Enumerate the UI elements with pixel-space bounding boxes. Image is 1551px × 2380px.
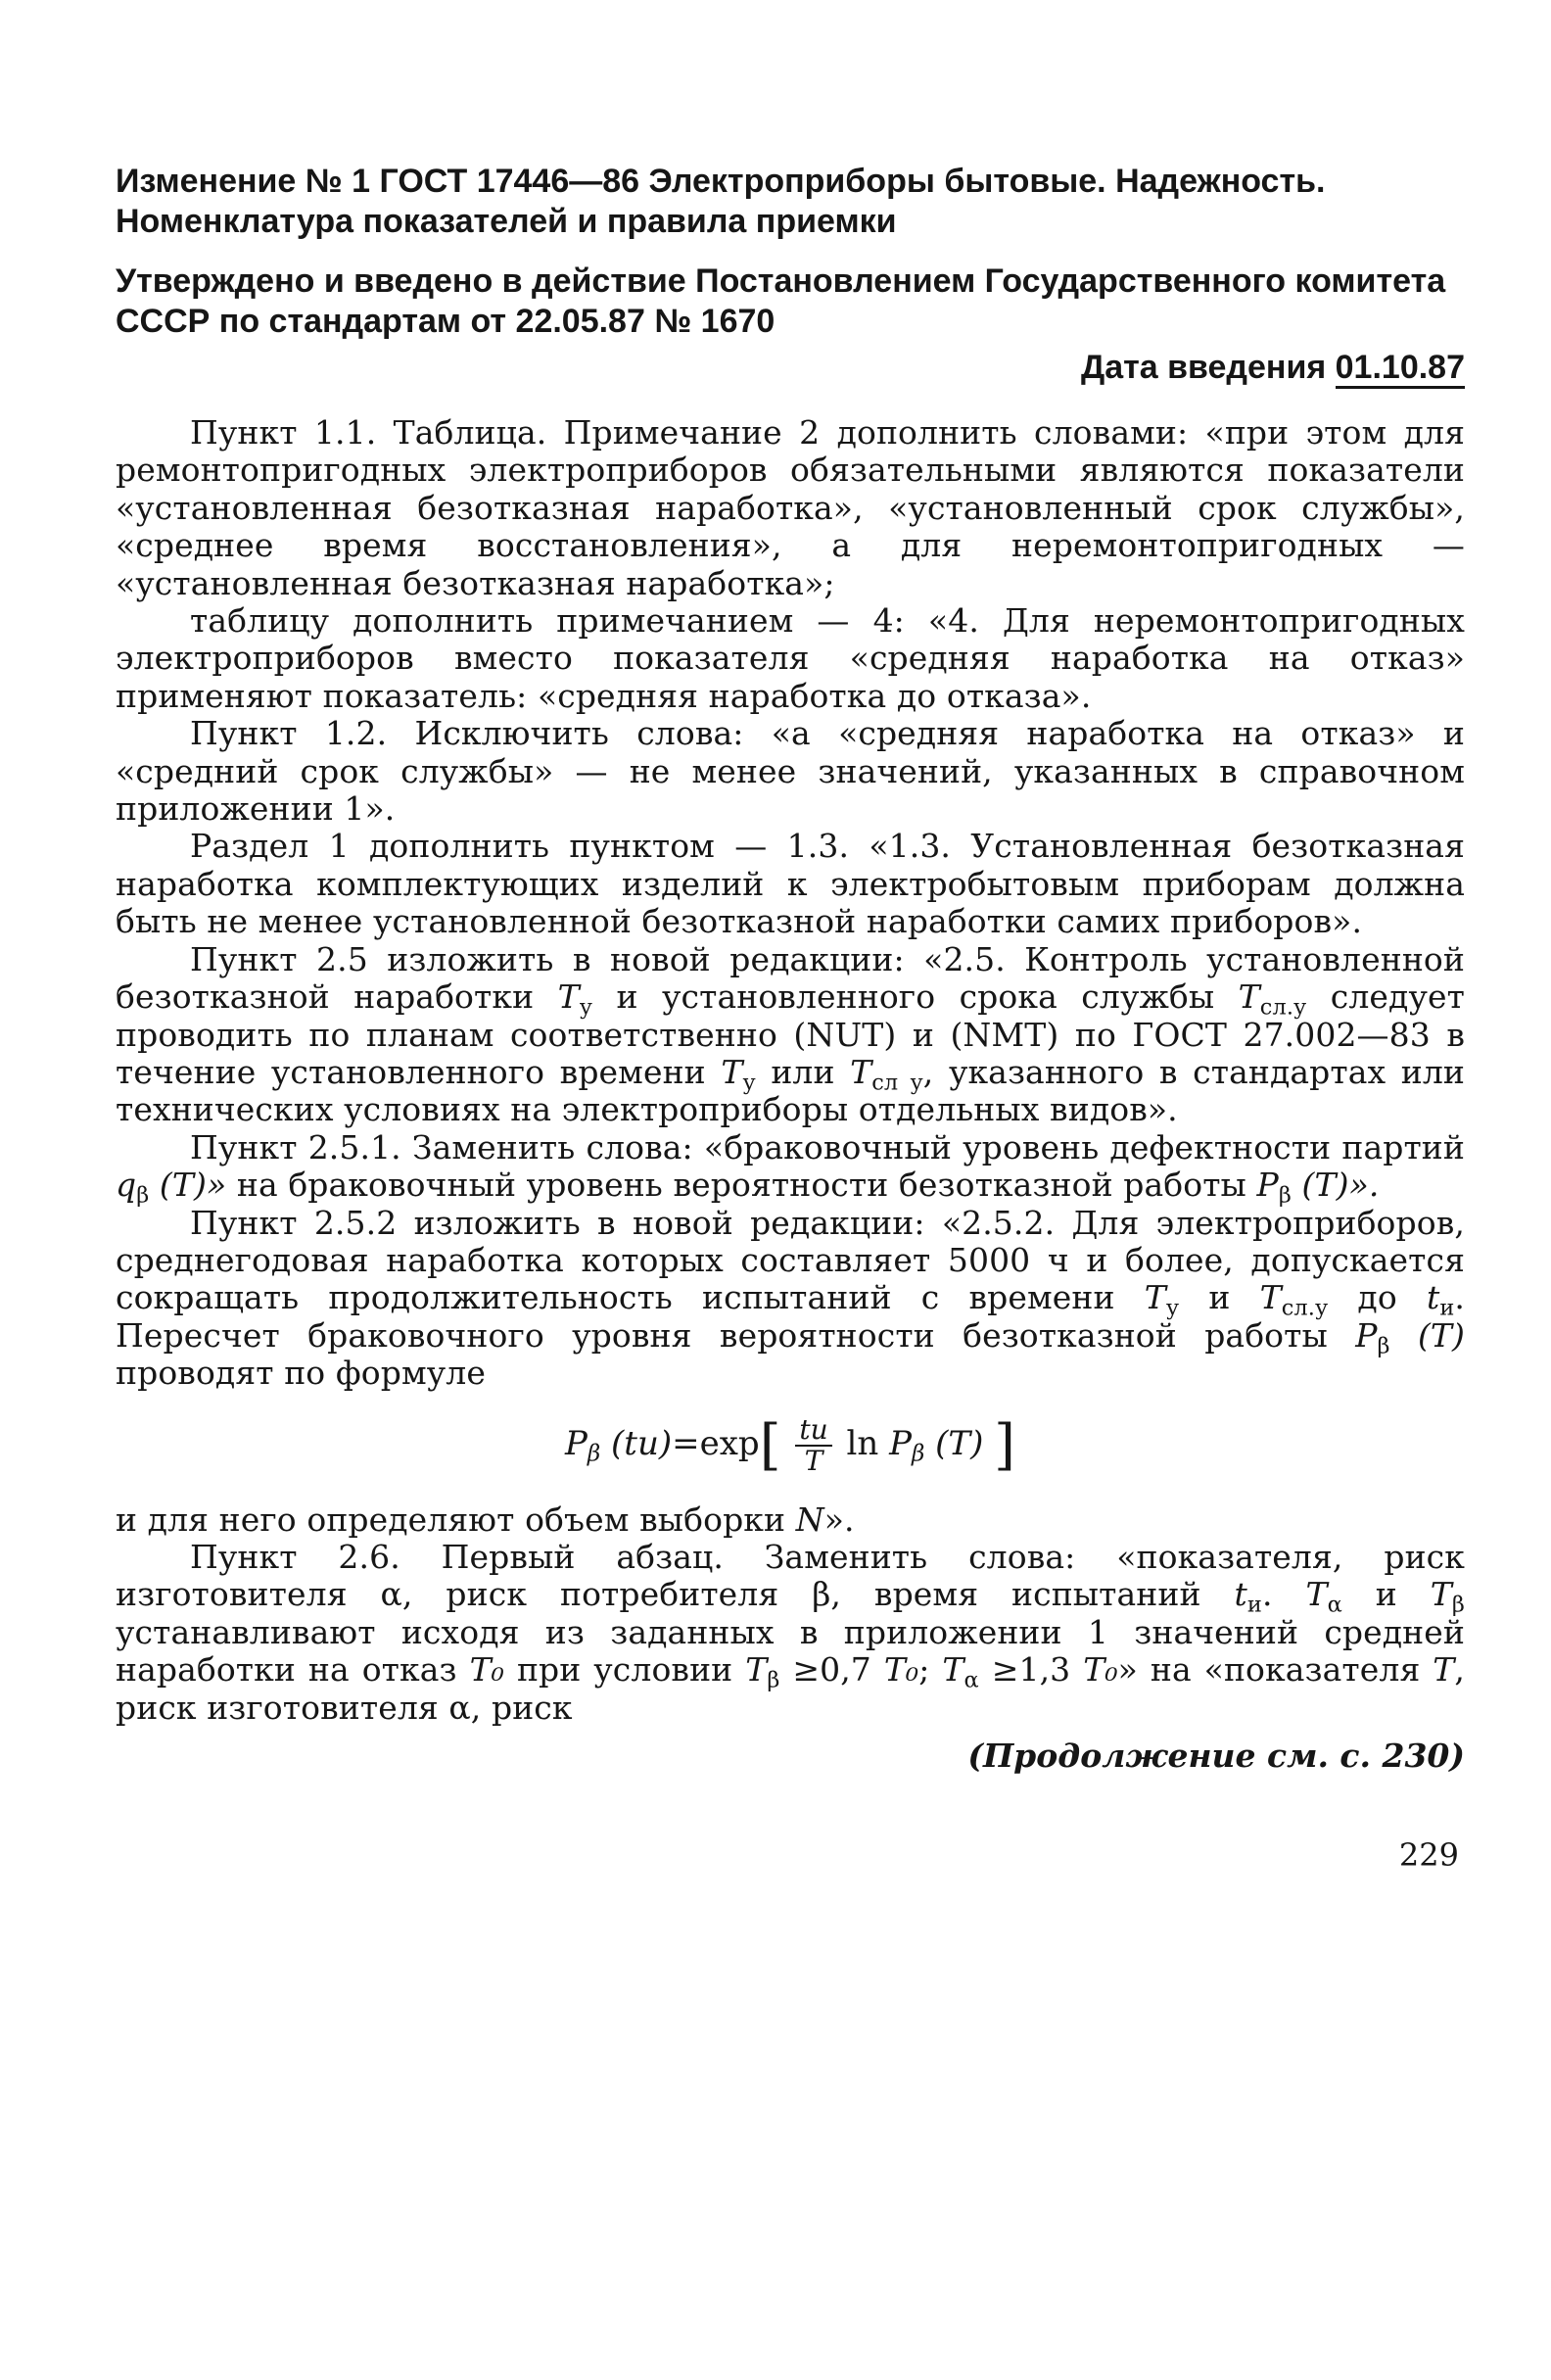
continued-note: (Продолжение см. с. 230) [967, 1737, 1465, 1775]
paragraph-sample-size: и для него определяют объем выборки N». [116, 1499, 855, 1539]
paragraph-1-1: Пункт 1.1. Таблица. Примечание 2 дополнить словами: «при этом для ремонтопригодных электроприборов обязательными являются показатели «установленная безотказная наработка», «установленный срок службы», «среднее время восстановления», а для неремонтопригодных — «установленная безотказная наработка»; [116, 413, 1465, 602]
paragraph-2-5-2: Пункт 2.5.2 изложить в новой редакции: «2.5.2. Для электроприборов, среднегодовая наработка которых составляет 5000 ч и более, допускается сокращать продолжительность испытаний с времени $T_у$ и $T_{сл.у}$ до $t_и$. Пересчет браковочного уровня вероятности безотказной работы $P_\beta$ (T) проводят по формуле [116, 1203, 1465, 1393]
effective-date [116, 346, 1465, 389]
paragraph-section-1-3: Раздел 1 дополнить пунктом — 1.3. «1.3. Установленная безотказная наработка комплектующих изделий к электробытовым приборам должна быть не менее установленной безотказной наработки самих приборов». [116, 827, 1465, 941]
approval-statement: Утверждено и введено в действие Постановлением Государственного комитета СССР по стандартам от 22.05.87 № 1670 [116, 262, 1446, 340]
reliability-formula: $P_\beta$ (tи)=exp[ $\frac{tи}{T}$ $\ln P_\beta$ (T) ] [564, 1412, 1016, 1477]
paragraph-2-6: Пункт 2.6. Первый абзац. Заменить слова: «показателя, риск изготовителя α, риск потребителя β, время испытаний $t_и$. $T_\alpha$ и $T_\beta$ устанавливают исходя из заданных в приложении 1 значений средней наработки на отказ T₀ при условии $T_\beta \ge 0,7$ T₀; $T_\alpha \ge 1,3$ T₀» на «показателя T, риск изготовителя α, риск [116, 1537, 1466, 1727]
paragraph-2-5: Пункт 2.5 изложить в новой редакции: «2.5. Контроль установленной безотказной наработки $T_у$ и установленного срока службы $T_{сл.у}$ следует проводить по планам соответственно (NUT) и (NMT) по ГОСТ 27.002—83 в течение установленного времени $T_у$ или $T_{сл у}$, указанного в стандартах или технических условиях на электроприборы отдельных видов». [116, 939, 1466, 1129]
paragraph-note-4: таблицу дополнить примечанием — 4: «4. Для неремонтопригодных электроприборов вместо показателя «средняя наработка на отказ» применяют показатель: «средняя наработка до отказа». [116, 601, 1465, 715]
document-title: Изменение № 1 ГОСТ 17446—86 Электроприборы бытовые. Надежность. Номенклатура показателей и правила приемки [116, 163, 1326, 240]
paragraph-1-2: Пункт 1.2. Исключить слова: «а «средняя наработка на отказ» и «средний срок службы» — не менее значений, указанных в справочном приложении 1». [116, 714, 1465, 829]
effective-date-label: Дата введения [1081, 349, 1327, 386]
paragraph-2-5-1: Пункт 2.5.1. Заменить слова: «браковочный уровень дефектности партий $q_\beta$ (T)» на браковочный уровень вероятности безотказной работы $P_\beta$ (T)». [116, 1127, 1465, 1209]
formula-fraction: $\frac{tи}{T}$ [795, 1415, 831, 1476]
effective-date-value: 01.10.87 [1336, 349, 1465, 389]
document-page [116, 162, 1465, 1874]
page-number: 229 [1398, 1836, 1459, 1874]
amendment-body [116, 414, 1465, 1727]
